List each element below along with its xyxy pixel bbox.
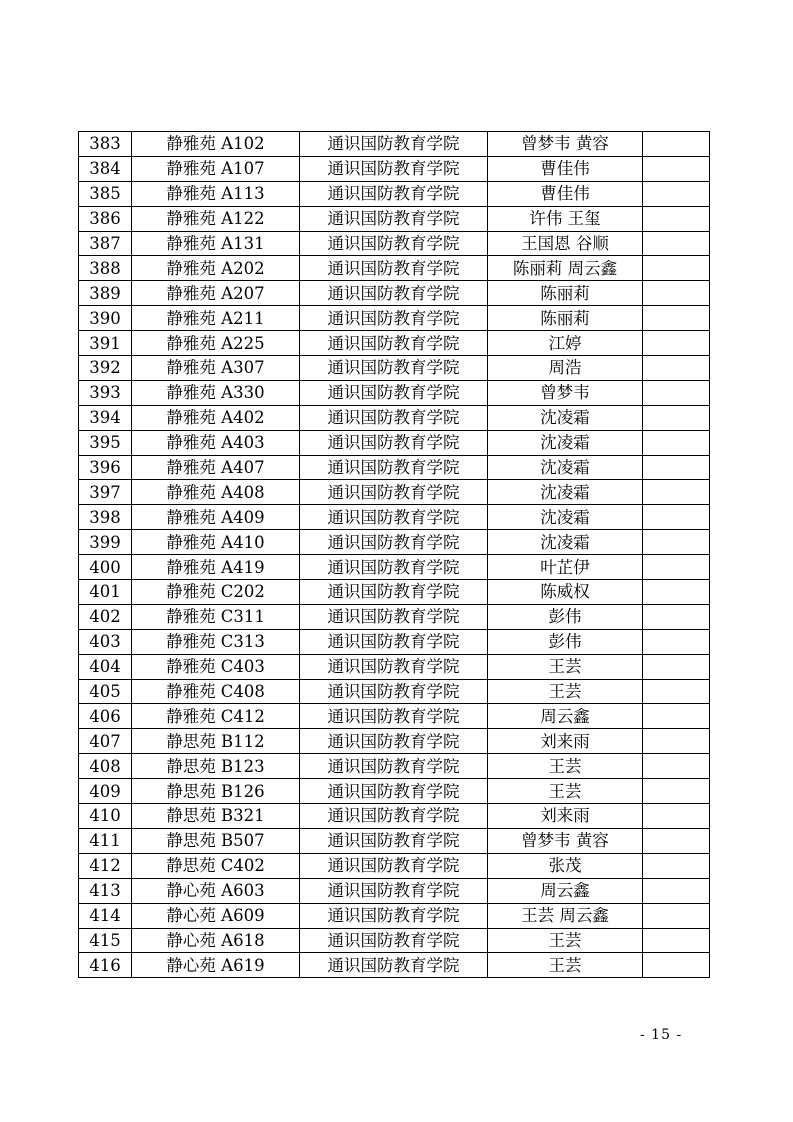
dorm-room-cell: 静心苑 A619 bbox=[132, 953, 300, 978]
row-number-cell: 398 bbox=[79, 505, 132, 530]
responsible-person-cell: 王芸 bbox=[488, 928, 643, 953]
row-number-cell: 391 bbox=[79, 331, 132, 356]
responsible-person-cell: 彭伟 bbox=[488, 604, 643, 629]
dorm-room-cell: 静雅苑 C408 bbox=[132, 679, 300, 704]
college-cell: 通识国防教育学院 bbox=[300, 903, 488, 928]
dorm-room-cell: 静雅苑 A409 bbox=[132, 505, 300, 530]
table-row bbox=[79, 206, 710, 231]
dorm-room-cell: 静雅苑 A403 bbox=[132, 430, 300, 455]
responsible-person-cell: 曾梦韦 黄容 bbox=[488, 828, 643, 853]
college-cell: 通识国防教育学院 bbox=[300, 430, 488, 455]
note-cell bbox=[643, 828, 710, 853]
note-cell bbox=[643, 754, 710, 779]
dorm-room-cell: 静雅苑 C311 bbox=[132, 604, 300, 629]
dorm-room-cell: 静雅苑 A407 bbox=[132, 455, 300, 480]
table-row bbox=[79, 505, 710, 530]
roster-table bbox=[78, 131, 710, 978]
college-cell: 通识国防教育学院 bbox=[300, 629, 488, 654]
note-cell bbox=[643, 132, 710, 157]
dorm-room-cell: 静雅苑 A113 bbox=[132, 181, 300, 206]
responsible-person-cell: 周云鑫 bbox=[488, 878, 643, 903]
note-cell bbox=[643, 580, 710, 605]
table-row bbox=[79, 455, 710, 480]
row-number-cell: 388 bbox=[79, 256, 132, 281]
row-number-cell: 390 bbox=[79, 306, 132, 331]
note-cell bbox=[643, 405, 710, 430]
table-row bbox=[79, 281, 710, 306]
responsible-person-cell: 王芸 bbox=[488, 679, 643, 704]
note-cell bbox=[643, 530, 710, 555]
responsible-person-cell: 曹佳伟 bbox=[488, 156, 643, 181]
note-cell bbox=[643, 156, 710, 181]
college-cell: 通识国防教育学院 bbox=[300, 231, 488, 256]
responsible-person-cell: 王芸 bbox=[488, 953, 643, 978]
table-row bbox=[79, 679, 710, 704]
responsible-person-cell: 彭伟 bbox=[488, 629, 643, 654]
college-cell: 通识国防教育学院 bbox=[300, 380, 488, 405]
row-number-cell: 416 bbox=[79, 953, 132, 978]
note-cell bbox=[643, 903, 710, 928]
responsible-person-cell: 沈凌霜 bbox=[488, 455, 643, 480]
dorm-room-cell: 静思苑 B126 bbox=[132, 779, 300, 804]
dorm-room-cell: 静雅苑 A225 bbox=[132, 331, 300, 356]
table-row bbox=[79, 853, 710, 878]
dorm-room-cell: 静雅苑 C313 bbox=[132, 629, 300, 654]
responsible-person-cell: 陈丽莉 周云鑫 bbox=[488, 256, 643, 281]
college-cell: 通识国防教育学院 bbox=[300, 455, 488, 480]
dorm-room-cell: 静雅苑 C403 bbox=[132, 654, 300, 679]
note-cell bbox=[643, 878, 710, 903]
row-number-cell: 401 bbox=[79, 580, 132, 605]
responsible-person-cell: 张茂 bbox=[488, 853, 643, 878]
college-cell: 通识国防教育学院 bbox=[300, 580, 488, 605]
note-cell bbox=[643, 430, 710, 455]
responsible-person-cell: 曾梦韦 bbox=[488, 380, 643, 405]
table-row bbox=[79, 604, 710, 629]
dorm-room-cell: 静心苑 A618 bbox=[132, 928, 300, 953]
table-row bbox=[79, 555, 710, 580]
college-cell: 通识国防教育学院 bbox=[300, 281, 488, 306]
note-cell bbox=[643, 256, 710, 281]
table-row bbox=[79, 878, 710, 903]
row-number-cell: 386 bbox=[79, 206, 132, 231]
responsible-person-cell: 沈凌霜 bbox=[488, 530, 643, 555]
table-row bbox=[79, 231, 710, 256]
note-cell bbox=[643, 281, 710, 306]
responsible-person-cell: 陈丽莉 bbox=[488, 306, 643, 331]
note-cell bbox=[643, 928, 710, 953]
note-cell bbox=[643, 380, 710, 405]
note-cell bbox=[643, 853, 710, 878]
note-cell bbox=[643, 181, 710, 206]
note-cell bbox=[643, 629, 710, 654]
responsible-person-cell: 王芸 bbox=[488, 654, 643, 679]
note-cell bbox=[643, 331, 710, 356]
college-cell: 通识国防教育学院 bbox=[300, 356, 488, 381]
table-row bbox=[79, 779, 710, 804]
table-row bbox=[79, 405, 710, 430]
note-cell bbox=[643, 654, 710, 679]
row-number-cell: 400 bbox=[79, 555, 132, 580]
dorm-room-cell: 静雅苑 A102 bbox=[132, 132, 300, 157]
college-cell: 通识国防教育学院 bbox=[300, 704, 488, 729]
responsible-person-cell: 周浩 bbox=[488, 356, 643, 381]
responsible-person-cell: 曾梦韦 黄容 bbox=[488, 132, 643, 157]
row-number-cell: 412 bbox=[79, 853, 132, 878]
row-number-cell: 394 bbox=[79, 405, 132, 430]
dorm-room-cell: 静雅苑 A131 bbox=[132, 231, 300, 256]
dorm-room-cell: 静雅苑 A330 bbox=[132, 380, 300, 405]
college-cell: 通识国防教育学院 bbox=[300, 654, 488, 679]
row-number-cell: 392 bbox=[79, 356, 132, 381]
college-cell: 通识国防教育学院 bbox=[300, 779, 488, 804]
note-cell bbox=[643, 306, 710, 331]
college-cell: 通识国防教育学院 bbox=[300, 306, 488, 331]
college-cell: 通识国防教育学院 bbox=[300, 256, 488, 281]
table-row bbox=[79, 903, 710, 928]
responsible-person-cell: 陈威权 bbox=[488, 580, 643, 605]
note-cell bbox=[643, 953, 710, 978]
row-number-cell: 406 bbox=[79, 704, 132, 729]
note-cell bbox=[643, 231, 710, 256]
responsible-person-cell: 沈凌霜 bbox=[488, 430, 643, 455]
college-cell: 通识国防教育学院 bbox=[300, 555, 488, 580]
note-cell bbox=[643, 704, 710, 729]
table-row bbox=[79, 828, 710, 853]
note-cell bbox=[643, 604, 710, 629]
responsible-person-cell: 陈丽莉 bbox=[488, 281, 643, 306]
responsible-person-cell: 沈凌霜 bbox=[488, 480, 643, 505]
college-cell: 通识国防教育学院 bbox=[300, 181, 488, 206]
college-cell: 通识国防教育学院 bbox=[300, 156, 488, 181]
note-cell bbox=[643, 779, 710, 804]
roster-body bbox=[79, 132, 710, 978]
dorm-room-cell: 静雅苑 A410 bbox=[132, 530, 300, 555]
page-number: - 15 - bbox=[640, 1027, 683, 1043]
table-row bbox=[79, 356, 710, 381]
dorm-room-cell: 静思苑 B321 bbox=[132, 804, 300, 829]
note-cell bbox=[643, 555, 710, 580]
dorm-room-cell: 静雅苑 A402 bbox=[132, 405, 300, 430]
college-cell: 通识国防教育学院 bbox=[300, 206, 488, 231]
table-row bbox=[79, 729, 710, 754]
responsible-person-cell: 刘来雨 bbox=[488, 804, 643, 829]
college-cell: 通识国防教育学院 bbox=[300, 604, 488, 629]
college-cell: 通识国防教育学院 bbox=[300, 828, 488, 853]
college-cell: 通识国防教育学院 bbox=[300, 679, 488, 704]
college-cell: 通识国防教育学院 bbox=[300, 729, 488, 754]
table-row bbox=[79, 953, 710, 978]
dorm-room-cell: 静心苑 A603 bbox=[132, 878, 300, 903]
responsible-person-cell: 王芸 bbox=[488, 754, 643, 779]
row-number-cell: 408 bbox=[79, 754, 132, 779]
dorm-room-cell: 静思苑 B112 bbox=[132, 729, 300, 754]
responsible-person-cell: 王芸 bbox=[488, 779, 643, 804]
dorm-room-cell: 静雅苑 C412 bbox=[132, 704, 300, 729]
dorm-room-cell: 静雅苑 A211 bbox=[132, 306, 300, 331]
dorm-room-cell: 静雅苑 A202 bbox=[132, 256, 300, 281]
row-number-cell: 397 bbox=[79, 480, 132, 505]
row-number-cell: 415 bbox=[79, 928, 132, 953]
row-number-cell: 409 bbox=[79, 779, 132, 804]
row-number-cell: 395 bbox=[79, 430, 132, 455]
dorm-room-cell: 静思苑 B123 bbox=[132, 754, 300, 779]
college-cell: 通识国防教育学院 bbox=[300, 405, 488, 430]
note-cell bbox=[643, 206, 710, 231]
college-cell: 通识国防教育学院 bbox=[300, 754, 488, 779]
dorm-room-cell: 静心苑 A609 bbox=[132, 903, 300, 928]
note-cell bbox=[643, 729, 710, 754]
table-row bbox=[79, 530, 710, 555]
dorm-room-cell: 静雅苑 A107 bbox=[132, 156, 300, 181]
responsible-person-cell: 许伟 王玺 bbox=[488, 206, 643, 231]
table-row bbox=[79, 654, 710, 679]
note-cell bbox=[643, 455, 710, 480]
row-number-cell: 396 bbox=[79, 455, 132, 480]
dorm-room-cell: 静雅苑 A122 bbox=[132, 206, 300, 231]
row-number-cell: 383 bbox=[79, 132, 132, 157]
responsible-person-cell: 沈凌霜 bbox=[488, 405, 643, 430]
row-number-cell: 404 bbox=[79, 654, 132, 679]
table-row bbox=[79, 804, 710, 829]
note-cell bbox=[643, 804, 710, 829]
table-row bbox=[79, 380, 710, 405]
table-row bbox=[79, 331, 710, 356]
dorm-room-cell: 静思苑 C402 bbox=[132, 853, 300, 878]
row-number-cell: 385 bbox=[79, 181, 132, 206]
row-number-cell: 410 bbox=[79, 804, 132, 829]
dorm-room-cell: 静雅苑 A207 bbox=[132, 281, 300, 306]
college-cell: 通识国防教育学院 bbox=[300, 853, 488, 878]
row-number-cell: 413 bbox=[79, 878, 132, 903]
table-row bbox=[79, 580, 710, 605]
row-number-cell: 399 bbox=[79, 530, 132, 555]
row-number-cell: 407 bbox=[79, 729, 132, 754]
row-number-cell: 402 bbox=[79, 604, 132, 629]
row-number-cell: 389 bbox=[79, 281, 132, 306]
college-cell: 通识国防教育学院 bbox=[300, 530, 488, 555]
college-cell: 通识国防教育学院 bbox=[300, 804, 488, 829]
college-cell: 通识国防教育学院 bbox=[300, 953, 488, 978]
row-number-cell: 411 bbox=[79, 828, 132, 853]
college-cell: 通识国防教育学院 bbox=[300, 331, 488, 356]
college-cell: 通识国防教育学院 bbox=[300, 480, 488, 505]
row-number-cell: 393 bbox=[79, 380, 132, 405]
responsible-person-cell: 刘来雨 bbox=[488, 729, 643, 754]
row-number-cell: 384 bbox=[79, 156, 132, 181]
row-number-cell: 405 bbox=[79, 679, 132, 704]
table-row bbox=[79, 754, 710, 779]
table-row bbox=[79, 156, 710, 181]
table-row bbox=[79, 704, 710, 729]
college-cell: 通识国防教育学院 bbox=[300, 878, 488, 903]
table-row bbox=[79, 132, 710, 157]
dorm-room-cell: 静雅苑 A307 bbox=[132, 356, 300, 381]
note-cell bbox=[643, 505, 710, 530]
responsible-person-cell: 江婷 bbox=[488, 331, 643, 356]
dorm-room-cell: 静雅苑 A419 bbox=[132, 555, 300, 580]
table-row bbox=[79, 306, 710, 331]
table-row bbox=[79, 928, 710, 953]
note-cell bbox=[643, 480, 710, 505]
note-cell bbox=[643, 679, 710, 704]
table-row bbox=[79, 181, 710, 206]
responsible-person-cell: 曹佳伟 bbox=[488, 181, 643, 206]
responsible-person-cell: 叶芷伊 bbox=[488, 555, 643, 580]
row-number-cell: 403 bbox=[79, 629, 132, 654]
dorm-room-cell: 静思苑 B507 bbox=[132, 828, 300, 853]
college-cell: 通识国防教育学院 bbox=[300, 928, 488, 953]
table-row bbox=[79, 430, 710, 455]
dorm-room-cell: 静雅苑 C202 bbox=[132, 580, 300, 605]
college-cell: 通识国防教育学院 bbox=[300, 505, 488, 530]
table-row bbox=[79, 256, 710, 281]
responsible-person-cell: 周云鑫 bbox=[488, 704, 643, 729]
responsible-person-cell: 沈凌霜 bbox=[488, 505, 643, 530]
dorm-room-cell: 静雅苑 A408 bbox=[132, 480, 300, 505]
table-row bbox=[79, 480, 710, 505]
table-row bbox=[79, 629, 710, 654]
responsible-person-cell: 王芸 周云鑫 bbox=[488, 903, 643, 928]
row-number-cell: 387 bbox=[79, 231, 132, 256]
row-number-cell: 414 bbox=[79, 903, 132, 928]
note-cell bbox=[643, 356, 710, 381]
responsible-person-cell: 王国恩 谷顺 bbox=[488, 231, 643, 256]
college-cell: 通识国防教育学院 bbox=[300, 132, 488, 157]
